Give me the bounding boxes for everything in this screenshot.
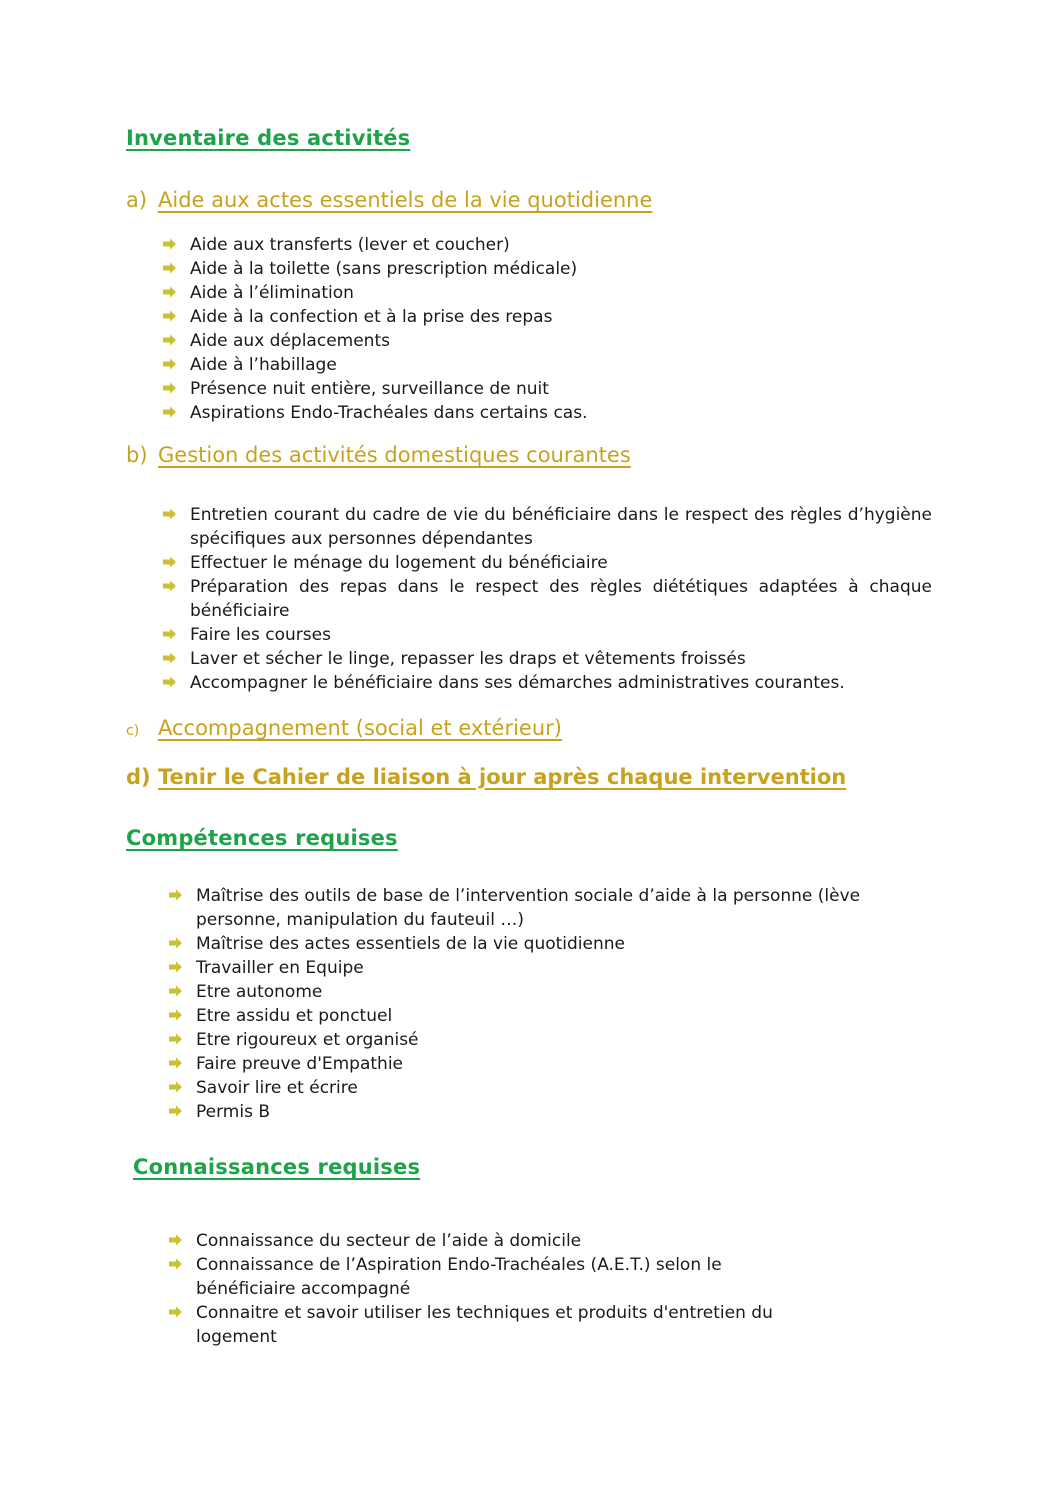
list-item-text: Savoir lire et écrire <box>196 1078 358 1098</box>
section-b-title: Gestion des activités domestiques courantes <box>158 443 631 467</box>
section-d-heading <box>126 765 846 789</box>
section-c-heading <box>126 716 562 740</box>
arrow-right-icon <box>162 286 177 298</box>
arrow-right-icon <box>168 889 183 901</box>
list-item <box>162 377 932 401</box>
list-item <box>162 551 932 575</box>
list-item <box>168 1004 868 1028</box>
list-item <box>162 353 932 377</box>
list-item-text: Entretien courant du cadre de vie du bénéficiaire dans le respect des règles d’hygiène spécifiques aux personnes dépendantes <box>190 505 932 549</box>
list-item-text: Présence nuit entière, surveillance de nuit <box>190 379 549 399</box>
list-item <box>162 401 932 425</box>
list-item-text: Permis B <box>196 1102 271 1122</box>
arrow-right-icon <box>168 1234 183 1246</box>
list-item-text: Faire les courses <box>190 625 331 645</box>
list-item-text: Aspirations Endo-Trachéales dans certains cas. <box>190 403 588 423</box>
arrow-right-icon <box>162 238 177 250</box>
arrow-right-icon <box>168 1009 183 1021</box>
section-b-heading <box>126 443 631 467</box>
section-c-title: Accompagnement (social et extérieur) <box>158 716 562 740</box>
arrow-right-icon <box>168 1258 183 1270</box>
list-item <box>162 647 932 671</box>
list-item-text: Aide à la toilette (sans prescription médicale) <box>190 259 578 279</box>
arrow-right-icon <box>168 1081 183 1093</box>
arrow-right-icon <box>168 1105 183 1117</box>
arrow-right-icon <box>162 508 177 520</box>
list-item <box>162 281 932 305</box>
section-d-letter: d) <box>126 765 151 789</box>
inventaire-heading: Inventaire des activités <box>126 126 411 150</box>
list-item <box>162 329 932 353</box>
arrow-right-icon <box>168 985 183 997</box>
list-item <box>162 575 932 623</box>
list-item-text: Connaissance de l’Aspiration Endo-Trachéales (A.E.T.) selon le bénéficiaire accompagné <box>196 1255 722 1299</box>
list-item <box>162 257 932 281</box>
competences-list <box>168 884 868 1124</box>
list-item-text: Faire preuve d'Empathie <box>196 1054 403 1074</box>
list-item <box>168 956 868 980</box>
list-item-text: Etre autonome <box>196 982 323 1002</box>
list-item <box>168 980 868 1004</box>
arrow-right-icon <box>162 628 177 640</box>
list-item-text: Maîtrise des outils de base de l’intervention sociale d’aide à la personne (lève personne, manipulation du fauteuil …) <box>196 886 861 930</box>
competences-heading: Compétences requises <box>126 826 398 850</box>
list-item <box>168 932 868 956</box>
list-item-text: Aide aux déplacements <box>190 331 390 351</box>
arrow-right-icon <box>162 580 177 592</box>
list-item <box>162 233 932 257</box>
list-item-text: Aide à l’habillage <box>190 355 337 375</box>
list-item-text: Etre assidu et ponctuel <box>196 1006 393 1026</box>
arrow-right-icon <box>162 382 177 394</box>
arrow-right-icon <box>162 358 177 370</box>
list-item-text: Etre rigoureux et organisé <box>196 1030 419 1050</box>
list-item-text: Aide aux transferts (lever et coucher) <box>190 235 510 255</box>
arrow-right-icon <box>168 961 183 973</box>
list-item <box>162 503 932 551</box>
list-item-text: Aide à l’élimination <box>190 283 354 303</box>
section-d-title: Tenir le Cahier de liaison à jour après chaque intervention <box>158 765 847 789</box>
arrow-right-icon <box>162 334 177 346</box>
list-item-text: Effectuer le ménage du logement du bénéficiaire <box>190 553 608 573</box>
list-item-text: Laver et sécher le linge, repasser les draps et vêtements froissés <box>190 649 746 669</box>
list-item-text: Maîtrise des actes essentiels de la vie quotidienne <box>196 934 625 954</box>
arrow-right-icon <box>162 262 177 274</box>
list-item <box>168 1253 818 1301</box>
list-item-text: Travailler en Equipe <box>196 958 364 978</box>
arrow-right-icon <box>162 676 177 688</box>
list-item <box>168 1076 868 1100</box>
section-b-list <box>162 503 932 695</box>
arrow-right-icon <box>162 406 177 418</box>
list-item-text: Préparation des repas dans le respect des règles diététiques adaptées à chaque bénéficiaire <box>190 577 932 621</box>
arrow-right-icon <box>168 1306 183 1318</box>
list-item <box>168 1229 818 1253</box>
connaissances-list <box>168 1229 818 1349</box>
section-b-letter: b) <box>126 443 148 467</box>
list-item <box>168 1052 868 1076</box>
arrow-right-icon <box>168 1033 183 1045</box>
list-item-text: Aide à la confection et à la prise des repas <box>190 307 553 327</box>
section-a-letter: a) <box>126 188 148 212</box>
list-item <box>162 671 932 695</box>
list-item <box>168 884 868 932</box>
section-c-letter: c) <box>126 723 140 739</box>
list-item <box>162 305 932 329</box>
arrow-right-icon <box>162 310 177 322</box>
list-item <box>168 1301 818 1349</box>
list-item-text: Connaitre et savoir utiliser les techniques et produits d'entretien du logement <box>196 1303 773 1347</box>
arrow-right-icon <box>168 937 183 949</box>
arrow-right-icon <box>168 1057 183 1069</box>
list-item-text: Connaissance du secteur de l’aide à domicile <box>196 1231 582 1251</box>
connaissances-heading: Connaissances requises <box>133 1155 421 1179</box>
section-a-list <box>162 233 932 425</box>
section-a-heading <box>126 188 652 212</box>
arrow-right-icon <box>162 652 177 664</box>
list-item <box>162 623 932 647</box>
section-a-title: Aide aux actes essentiels de la vie quotidienne <box>158 188 653 212</box>
list-item <box>168 1100 868 1124</box>
list-item-text: Accompagner le bénéficiaire dans ses démarches administratives courantes. <box>190 673 845 693</box>
arrow-right-icon <box>162 556 177 568</box>
list-item <box>168 1028 868 1052</box>
